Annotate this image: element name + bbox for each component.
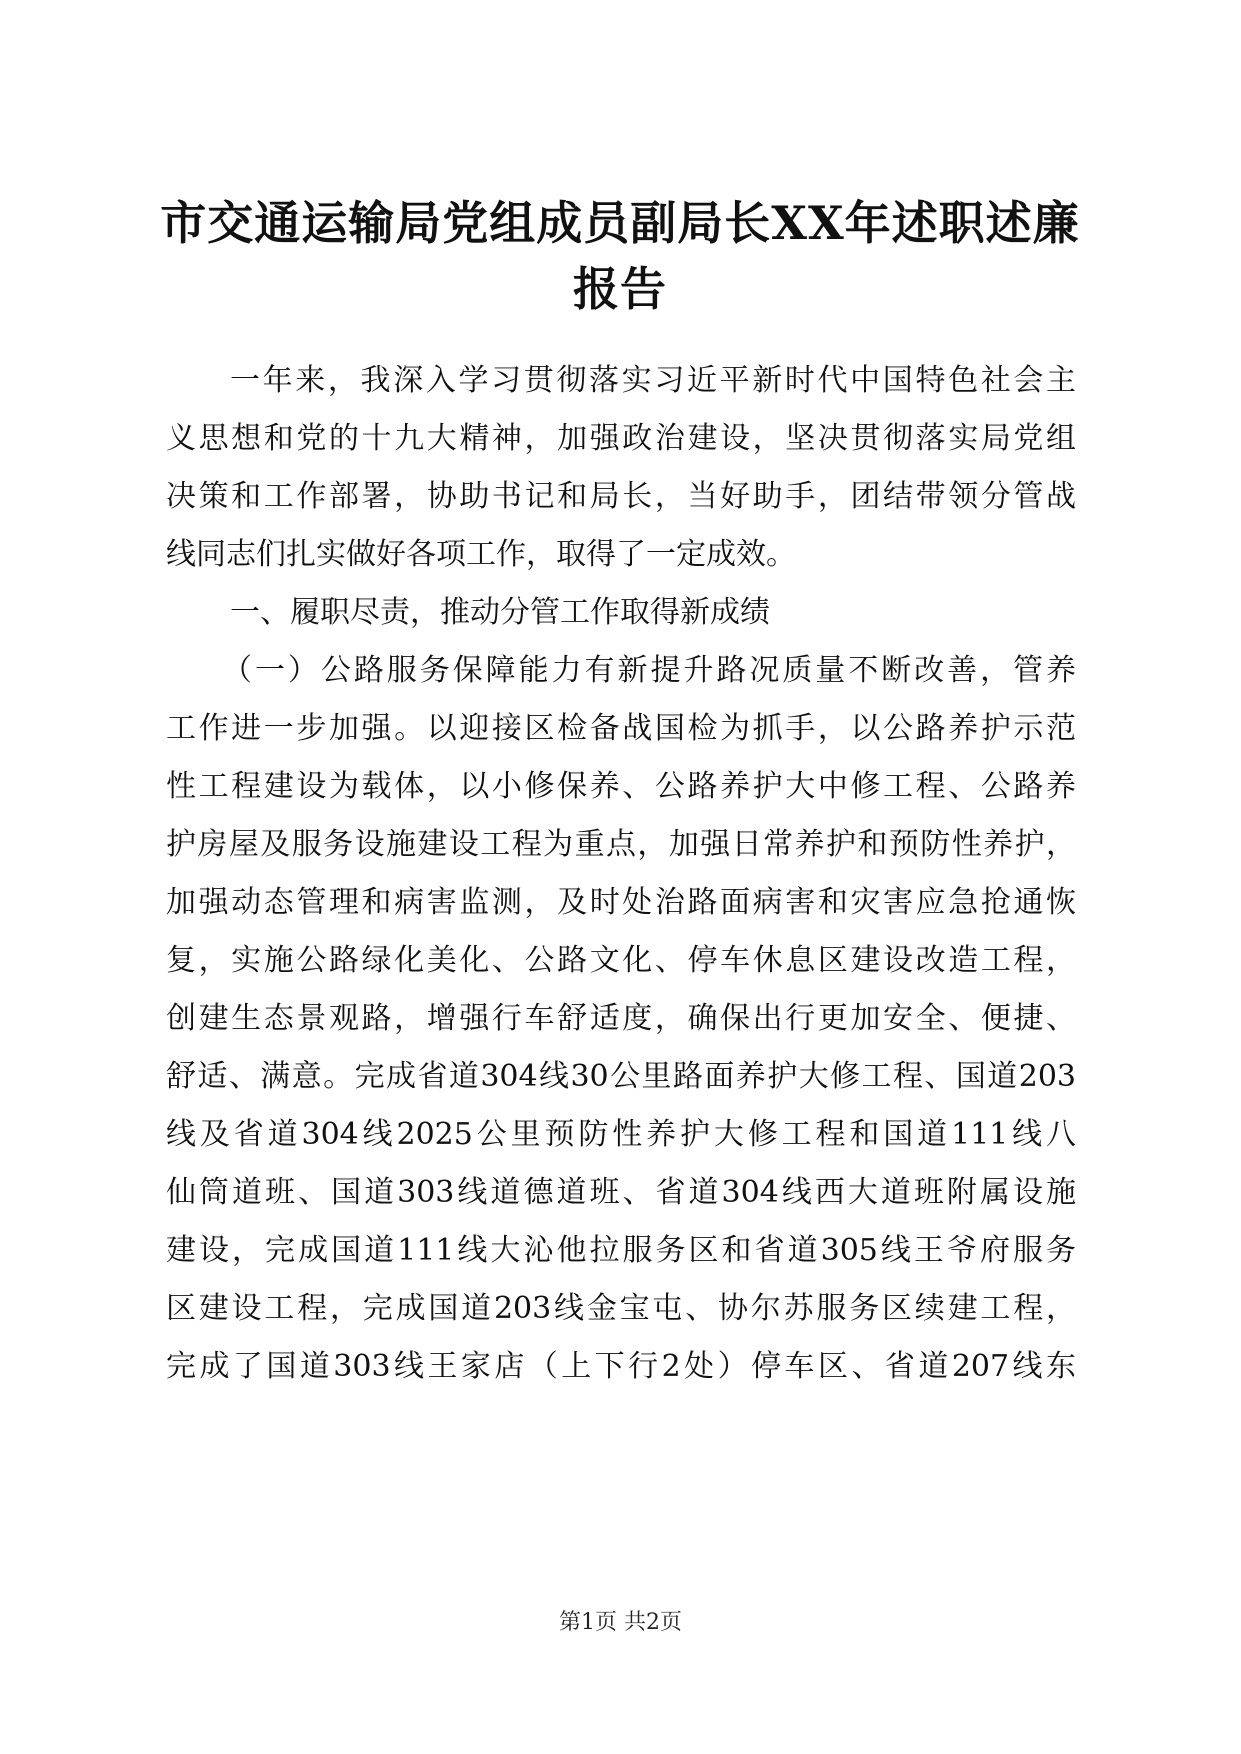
text-line: 性工程建设为载体，以小修保养、公路养护大中修工程、公路养 <box>166 769 1076 804</box>
section-heading-1 <box>166 584 1076 642</box>
document-body <box>166 352 1076 1396</box>
text-line: 区建设工程，完成国道203线金宝屯、协尔苏服务区续建工程， <box>166 1291 1076 1326</box>
text-line: 加强动态管理和病害监测，及时处治路面病害和灾害应急抢通恢 <box>166 885 1076 920</box>
paragraph-intro <box>166 352 1076 584</box>
text-line: 舒适、满意。完成省道304线30公里路面养护大修工程、国道203 <box>166 1059 1076 1094</box>
title-line-1: 市交通运输局党组成员副局长XX年述职述廉 <box>160 196 1080 250</box>
title-line-2: 报告 <box>573 262 667 316</box>
text-line: 工作进一步加强。以迎接区检备战国检为抓手，以公路养护示范 <box>166 711 1076 746</box>
paragraph-subsection-1 <box>166 642 1076 1396</box>
text-line: 创建生态景观路，增强行车舒适度，确保出行更加安全、便捷、 <box>166 1001 1076 1036</box>
text-line: 一年来，我深入学习贯彻落实习近平新时代中国特色社会主 <box>230 363 1076 398</box>
document-title <box>160 190 1080 322</box>
text-line: （一）公路服务保障能力有新提升路况质量不断改善，管养 <box>222 653 1076 688</box>
text-line: 线同志们扎实做好各项工作，取得了一定成效。 <box>166 537 796 572</box>
page-number-footer: 第1页 共2页 <box>559 1610 682 1635</box>
text-line: 决策和工作部署，协助书记和局长，当好助手，团结带领分管战 <box>166 479 1076 514</box>
text-line: 建设，完成国道111线大沁他拉服务区和省道305线王爷府服务 <box>166 1233 1076 1268</box>
text-line: 义思想和党的十九大精神，加强政治建设，坚决贯彻落实局党组 <box>166 421 1076 456</box>
section-heading-text: 一、履职尽责，推动分管工作取得新成绩 <box>230 595 770 630</box>
text-line: 完成了国道303线王家店（上下行2处）停车区、省道207线东 <box>166 1349 1076 1384</box>
text-line: 仙筒道班、国道303线道德道班、省道304线西大道班附属设施 <box>166 1175 1076 1210</box>
text-line: 护房屋及服务设施建设工程为重点，加强日常养护和预防性养护， <box>166 827 1076 862</box>
text-line: 线及省道304线2025公里预防性养护大修工程和国道111线八 <box>166 1117 1076 1152</box>
text-line: 复，实施公路绿化美化、公路文化、停车休息区建设改造工程， <box>166 943 1076 978</box>
